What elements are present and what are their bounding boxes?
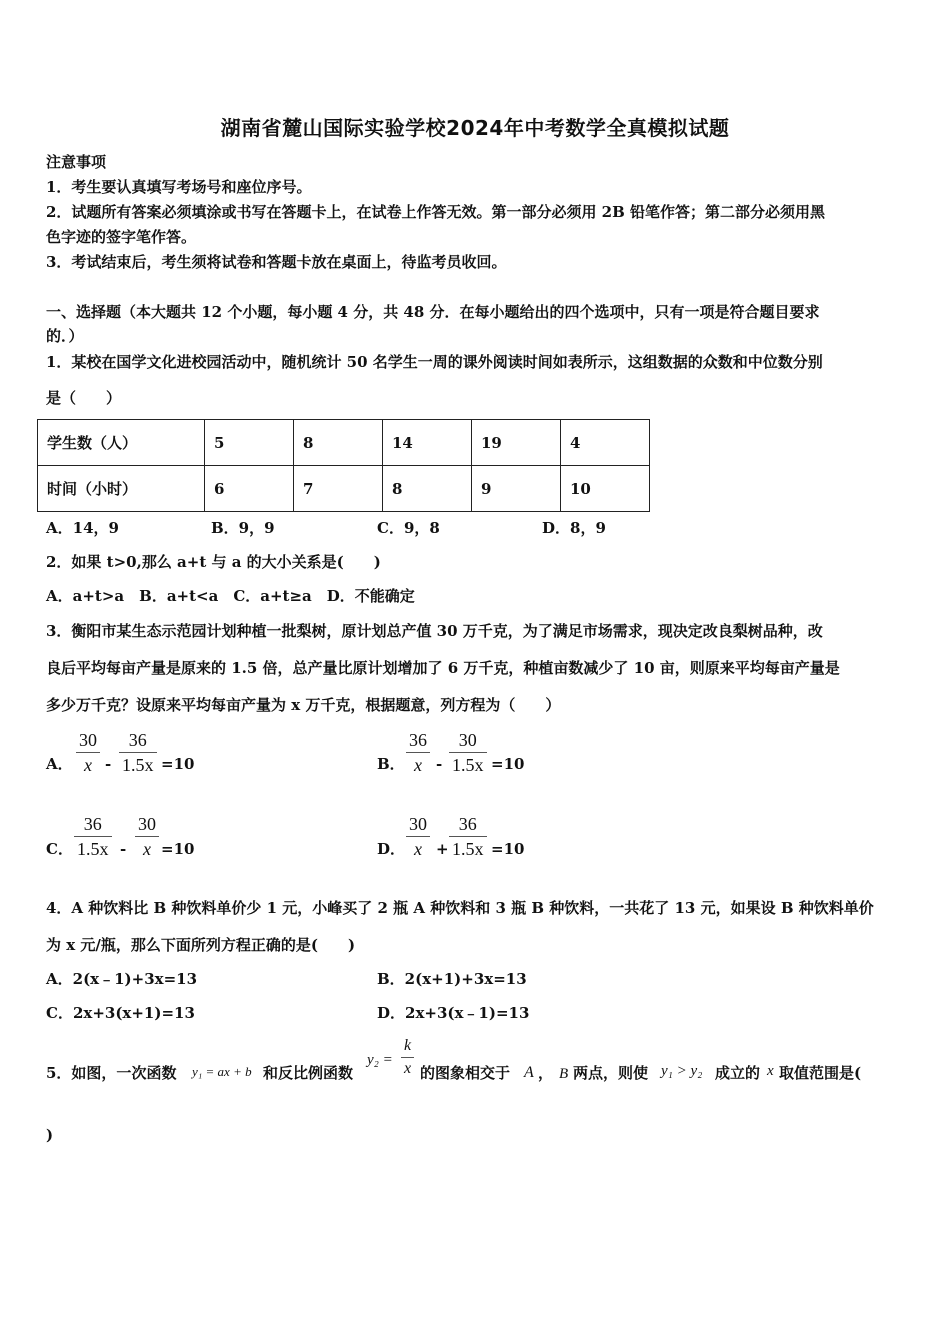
fraction-bar <box>401 1057 414 1058</box>
notice-item-2a: 2．试题所有答案必须填涂或书写在答题卡上，在试卷上作答无效。第一部分必须用 2B 铅笔作答；第二部分必须用黑 <box>46 203 826 221</box>
table-cell: 时间（小时） <box>38 466 205 512</box>
fraction <box>74 813 112 860</box>
fraction <box>135 813 159 860</box>
notice-item-3: 3．考试结束后，考生须将试卷和答题卡放在桌面上，待监考员收回。 <box>46 253 507 271</box>
q2-stem: 2．如果 t>0,那么 a+t 与 a 的大小关系是( ) <box>46 553 381 571</box>
table-row <box>38 466 650 512</box>
denominator: x <box>404 1060 412 1077</box>
fraction <box>76 729 100 776</box>
fraction-bar <box>74 836 112 837</box>
fraction <box>406 813 430 860</box>
table-row <box>38 420 650 466</box>
table-cell: 8 <box>383 466 472 512</box>
option-label: C． <box>46 840 73 858</box>
table-cell: 8 <box>294 420 383 466</box>
inequality: y₁ > y₂ <box>661 1063 703 1079</box>
point-b: B <box>559 1066 569 1082</box>
q4-stem-line2: 为 x 元/瓶，那么下面所列方程正确的是( ) <box>46 936 356 954</box>
fraction <box>449 813 487 860</box>
q3-stem-line3: 多少万千克？设原来平均每亩产量为 x 万千克，根据题意，列方程为（ ） <box>46 696 561 714</box>
operator: - <box>105 755 112 773</box>
table-cell: 4 <box>561 420 650 466</box>
fraction-bar <box>449 752 487 753</box>
q1-option-a: A．14，9 <box>46 519 119 537</box>
q5-text-5: 成立的 <box>715 1064 761 1082</box>
q1-stem-line2: 是（ ） <box>46 389 122 407</box>
inverse-function-fraction <box>401 1036 414 1079</box>
denominator: x <box>414 755 422 775</box>
numerator: 36 <box>128 730 147 750</box>
q4-stem-line1: 4．A 种饮料比 B 种饮料单价少 1 元，小峰买了 2 瓶 A 种饮料和 3 瓶 B 种饮料，一共花了 13 元，如果设 B 种饮料单价 <box>46 899 874 917</box>
table-cell: 6 <box>205 466 294 512</box>
denominator: 1.5x <box>77 839 109 859</box>
q4-option-a: A．2(x﹣1)+3x=13 <box>46 970 198 988</box>
option-label: D． <box>377 840 406 858</box>
separator: ， <box>538 1064 554 1082</box>
numerator: k <box>404 1037 412 1054</box>
table-cell: 10 <box>561 466 650 512</box>
notice-item-1: 1．考生要认真填写考场号和座位序号。 <box>46 178 312 196</box>
table-cell: 19 <box>472 420 561 466</box>
numerator: 30 <box>409 814 427 834</box>
section1-line1: 一、选择题（本大题共 12 个小题，每小题 4 分，共 48 分．在每小题给出的四个选项中，只有一项是符合题目要求 <box>46 303 820 321</box>
numerator: 30 <box>79 730 97 750</box>
numerator: 30 <box>138 814 156 834</box>
fraction-bar <box>449 836 487 837</box>
numerator: 36 <box>458 814 477 834</box>
q5-text-2: 和反比例函数 <box>263 1064 354 1082</box>
fraction <box>449 729 487 776</box>
denominator: 1.5x <box>452 755 484 775</box>
operator: - <box>436 755 443 773</box>
fraction-bar <box>119 752 157 753</box>
inverse-function-lhs: y₂ = <box>367 1052 393 1068</box>
notice-heading: 注意事项 <box>46 153 107 171</box>
denominator: x <box>84 755 92 775</box>
denominator: x <box>143 839 151 859</box>
point-a: A <box>524 1064 534 1081</box>
table-cell: 7 <box>294 466 383 512</box>
option-label: B． <box>377 755 405 773</box>
table-cell: 9 <box>472 466 561 512</box>
q5-text-4: 两点，则使 <box>573 1064 649 1082</box>
q1-option-d: D．8，9 <box>542 519 606 537</box>
rhs: =10 <box>491 840 525 858</box>
q3-stem-line2: 良后平均每亩产量是原来的 1.5 倍，总产量比原计划增加了 6 万千克，种植亩数减少了 10 亩，则原来平均每亩产量是 <box>46 659 840 677</box>
q1-option-c: C．9，8 <box>377 519 440 537</box>
operator: + <box>436 840 449 858</box>
q4-option-d: D．2x+3(x﹣1)=13 <box>377 1004 530 1022</box>
notice-item-2b: 色字迹的签字笔作答。 <box>46 228 197 246</box>
q3-stem-line1: 3．衡阳市某生态示范园计划种植一批梨树，原计划总产值 30 万千克，为了满足市场需求，现决定改良梨树品种，改 <box>46 622 823 640</box>
denominator: 1.5x <box>452 839 484 859</box>
fraction-bar <box>406 752 430 753</box>
denominator: 1.5x <box>122 755 154 775</box>
rhs: =10 <box>161 840 195 858</box>
rhs: =10 <box>491 755 525 773</box>
option-label: A． <box>46 755 73 773</box>
numerator: 30 <box>458 730 477 750</box>
page-title: 湖南省麓山国际实验学校2024年中考数学全真模拟试题 <box>220 116 730 140</box>
q5-close-paren: ) <box>46 1126 54 1144</box>
fraction <box>119 729 157 776</box>
operator: - <box>120 840 127 858</box>
linear-function: y₁ = ax + b <box>192 1064 252 1079</box>
rhs: =10 <box>161 755 195 773</box>
numerator: 36 <box>409 730 427 750</box>
q4-option-b: B．2(x+1)+3x=13 <box>377 970 527 988</box>
q5-text-3: 的图象相交于 <box>420 1064 511 1082</box>
variable-x: x <box>767 1063 774 1079</box>
q2-options: A．a+t>a B．a+t<a C．a+t≥a D．不能确定 <box>46 587 415 605</box>
q1-stem-line1: 1．某校在国学文化进校园活动中，随机统计 50 名学生一周的课外阅读时间如表所示，这组数据的众数和中位数分别 <box>46 353 823 371</box>
fraction <box>406 729 430 776</box>
denominator: x <box>414 839 422 859</box>
table-cell: 14 <box>383 420 472 466</box>
fraction-bar <box>76 752 100 753</box>
q5-text-1: 5．如图，一次函数 <box>46 1064 177 1082</box>
fraction-bar <box>135 836 159 837</box>
table-cell: 5 <box>205 420 294 466</box>
section1-line2: 的．） <box>46 327 84 345</box>
table-cell: 学生数（人） <box>38 420 205 466</box>
numerator: 36 <box>83 814 102 834</box>
fraction-bar <box>406 836 430 837</box>
q4-option-c: C．2x+3(x+1)=13 <box>46 1004 195 1022</box>
q1-option-b: B．9，9 <box>211 519 275 537</box>
q1-data-table <box>37 419 650 512</box>
q5-text-6: 取值范围是( <box>779 1064 862 1082</box>
